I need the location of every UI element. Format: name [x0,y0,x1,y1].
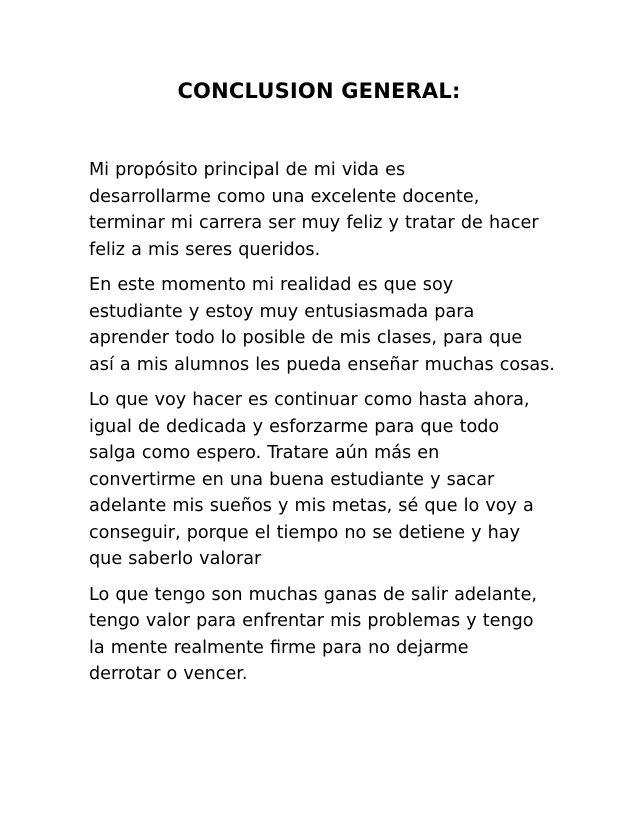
text-line: En este momento mi realidad es que soy [89,275,454,295]
text-line: adelante mis sueños y mis metas, sé que lo voy a [89,496,534,516]
text-line: feliz a mis seres queridos. [89,239,321,260]
text-line: la mente realmente firme para no dejarme [89,637,469,658]
paragraph-plan [89,387,559,573]
text-line: convertirme en una buena estudiante y sacar [89,469,495,490]
text-line: Mi propósito principal de mi vida es [89,160,406,180]
text-line: igual de dedicada y esforzarme para que todo [89,416,500,437]
paragraph-reality [89,272,559,378]
text-line: terminar mi carrera ser muy feliz y tratar de hacer [89,213,539,233]
text-line: salga como espero. Tratare aún más en [89,443,440,463]
paragraph-purpose [89,157,559,263]
page-title: CONCLUSION GENERAL: [177,79,461,103]
text-line: conseguir, porque el tiempo no se detiene y hay [89,522,520,543]
text-line: tengo valor para enfrentar mis problemas y tengo [89,611,534,631]
text-line: derrotar o vencer. [89,664,248,684]
text-line: Lo que voy hacer es continuar como hasta ahora, [89,390,530,410]
text-line: estudiante y estoy muy entusiasmada para [89,301,475,322]
document-body [89,157,559,697]
text-line: desarrollarme como una excelente docente, [89,186,480,207]
text-line: así a mis alumnos les pueda enseñar muchas cosas. [89,354,555,375]
text-line: Lo que tengo son muchas ganas de salir adelante, [89,584,537,605]
paragraph-strengths [89,582,559,688]
text-line: aprender todo lo posible de mis clases, para que [89,328,523,348]
text-line: que saberlo valorar [89,549,262,569]
